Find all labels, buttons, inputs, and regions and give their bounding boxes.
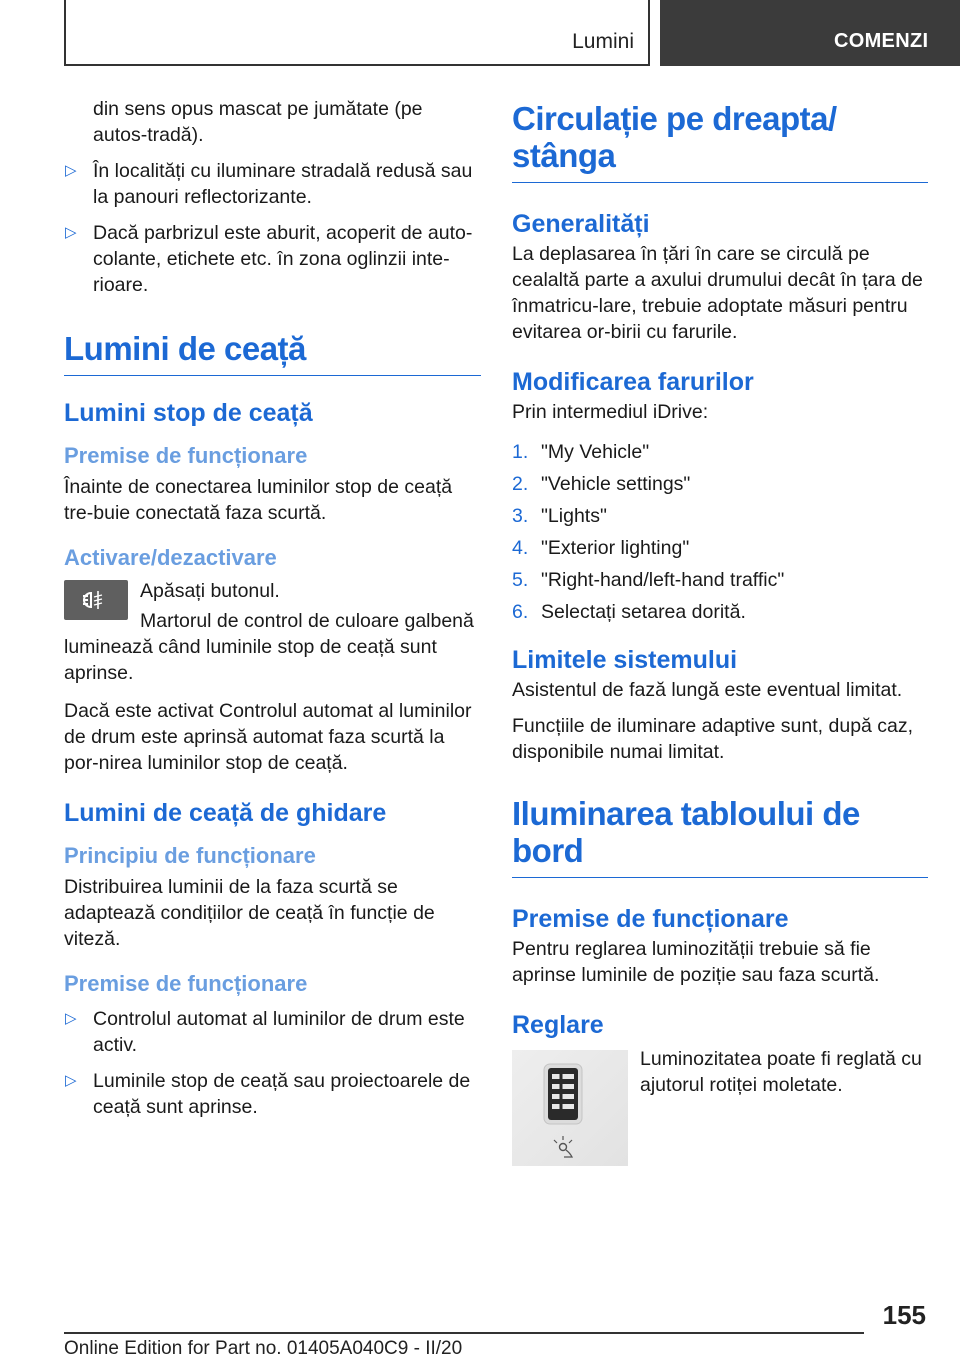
list-item: ▷ Dacă parbrizul este aburit, acoperit de auto‐colante, etichete etc. în zona oglinzii inte‐rioare. — [65, 222, 473, 296]
adjust-text: Luminozitatea poate fi reglată cu ajutorul rotiței moletate. — [640, 1048, 922, 1096]
limits-text-1: Asistentul de fază lungă este eventual limitat. — [512, 679, 903, 701]
footer-divider — [64, 1332, 864, 1334]
bullet-marker-icon: ▷ — [65, 1072, 77, 1089]
dash-prerequisites-heading: Premise de funcționare — [512, 905, 789, 933]
general-text: La deplasarea în țări în care se circulă pe cealaltă parte a axului drumului decât în țara de înmatricu‐lare, trebuie adoptate măsuri pentru evitarea or‐birii cu farurile. — [512, 243, 923, 343]
rear-fog-light-icon — [64, 580, 128, 620]
prerequisites2-heading: Premise de funcționare — [64, 971, 308, 996]
dashboard-lighting-heading: Iluminarea tabloului de bord — [512, 795, 928, 878]
system-limits-heading: Limitele sistemului — [512, 646, 738, 674]
list-item: 1. "My Vehicle" — [512, 441, 650, 463]
adjust-heading: Reglare — [512, 1011, 604, 1039]
prerequisites-text: Înainte de conectarea luminilor stop de ceață tre‐buie conectată faza scurtă. — [64, 476, 453, 524]
intro-continuation: din sens opus mascat pe jumătate (pe autos‐tradă). — [93, 98, 423, 146]
principle-text: Distribuirea luminii de la faza scurtă se adaptează condițiilor de ceață în funcție de viteză. — [64, 876, 435, 950]
auto-lights-text: Dacă este activat Controlul automat al luminilor de drum este aprinsă automat faza scurtă la por‐nirea luminilor stop de ceață. — [64, 700, 472, 774]
prerequisites-heading: Premise de funcționare — [64, 443, 308, 468]
idrive-text: Prin intermediul iDrive: — [512, 401, 709, 423]
list-item: ▷ În localități cu iluminare stradală redusă sau la panouri reflectorizante. — [65, 160, 473, 208]
thumbwheel-dimmer-icon — [512, 1050, 628, 1166]
indicator-text: Martorul de control de culoare galbenă luminează când luminile stop de ceață sunt aprinse. — [64, 610, 474, 684]
list-item: ▷ Luminile stop de ceață sau proiectoarele de ceață sunt aprinse. — [65, 1070, 471, 1118]
header-frame — [64, 0, 650, 66]
chapter-tab — [660, 0, 960, 66]
header-section-title: Lumini — [572, 30, 634, 53]
general-heading: Generalități — [512, 210, 650, 238]
page-number: 155 — [882, 1300, 926, 1330]
list-item: 4. "Exterior lighting" — [512, 537, 690, 559]
edition-text: Online Edition for Part no. 01405A040C9 - II/20 — [64, 1338, 463, 1359]
right-column — [512, 100, 928, 1172]
bullet-marker-icon: ▷ — [65, 162, 77, 179]
press-button-text: Apăsați butonul. — [140, 580, 280, 602]
list-item: 3. "Lights" — [512, 505, 607, 527]
modify-headlights-heading: Modificarea farurilor — [512, 368, 754, 396]
dash-prerequisites-text: Pentru reglarea luminozității trebuie să fie aprinse luminile de poziție sau faza scurtă. — [512, 938, 880, 986]
rear-fog-heading: Lumini stop de ceață — [64, 399, 313, 427]
list-item: 6. Selectați setarea dorită. — [512, 601, 746, 623]
principle-heading: Principiu de funcționare — [64, 843, 316, 868]
left-column — [64, 96, 481, 1130]
chapter-tab-label: COMENZI — [834, 30, 929, 52]
traffic-side-heading: Circulație pe dreapta/ stânga — [512, 100, 928, 183]
bullet-marker-icon: ▷ — [65, 224, 77, 241]
limits-text-2: Funcțiile de iluminare adaptive sunt, după caz, disponibile numai limitat. — [512, 715, 914, 763]
guide-fog-heading: Lumini de ceață de ghidare — [64, 799, 387, 827]
toggle-heading: Activare/dezactivare — [64, 545, 277, 570]
list-item: ▷ Controlul automat al luminilor de drum este activ. — [65, 1008, 465, 1056]
list-item: 2. "Vehicle settings" — [512, 473, 691, 495]
bullet-marker-icon: ▷ — [65, 1010, 77, 1027]
list-item: 5. "Right-hand/left-hand traffic" — [512, 569, 785, 591]
fog-lights-heading: Lumini de ceață — [64, 330, 481, 376]
